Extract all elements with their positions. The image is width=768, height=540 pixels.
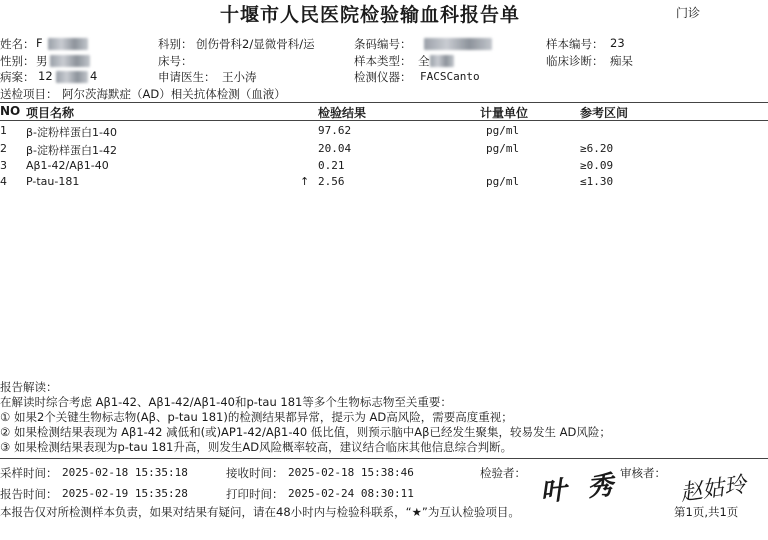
footer-rule xyxy=(0,458,768,459)
sample-no-value: 23 xyxy=(610,36,625,50)
row-item: P-tau-181 xyxy=(26,175,80,188)
row-item: β-淀粉样蛋白1-42 xyxy=(26,144,117,157)
interpretation-heading: 报告解读： xyxy=(0,380,58,394)
header-no: NO xyxy=(0,104,21,118)
header-result: 检验结果 xyxy=(318,106,367,120)
collect-time-label: 采样时间： xyxy=(0,466,58,480)
row-no: 2 xyxy=(0,142,7,155)
name-label: 姓名： xyxy=(0,37,35,51)
report-title: 十堰市人民医院检验输血科报告单 xyxy=(219,4,520,26)
row-result: 20.04 xyxy=(318,142,352,155)
row-no: 3 xyxy=(0,159,7,172)
row-unit: pg/ml xyxy=(486,142,520,155)
row-unit: pg/ml xyxy=(486,124,520,137)
test-label: 送检项目： xyxy=(0,87,58,101)
row-no: 4 xyxy=(0,175,7,188)
row-flag: ↑ xyxy=(300,175,310,188)
row-unit: pg/ml xyxy=(486,175,520,188)
row-result: 97.62 xyxy=(318,124,352,137)
header-unit: 计量单位 xyxy=(480,106,529,120)
table-top-rule xyxy=(0,102,768,103)
receive-time: 2025-02-18 15:38:46 xyxy=(288,466,414,479)
disclaimer: 本报告仅对所检测样本负责，如果对结果有疑问，请在48小时内与检验科联系，“★”为互认检验项目。 xyxy=(0,505,520,519)
print-time-label: 打印时间： xyxy=(226,487,284,501)
row-item: β-淀粉样蛋白1-40 xyxy=(26,126,117,139)
interpretation-line: ② 如果检测结果表现为 Aβ1-42 减低和(或)AP1-42/Aβ1-40 低比值，则预示脑中Aβ已经发生聚集，较易发生 AD风险； xyxy=(0,425,611,439)
record-label: 病案： xyxy=(0,70,35,84)
tester-label: 检验者： xyxy=(480,466,526,480)
page-indicator: 第1页,共1页 xyxy=(674,505,739,519)
record-value: 12 xyxy=(38,69,53,83)
barcode-label: 条码编号： xyxy=(354,37,412,51)
row-result: 0.21 xyxy=(318,159,345,172)
dept-label: 科别： xyxy=(158,37,193,51)
diagnosis-value: 痴呆 xyxy=(610,54,633,68)
interpretation-line: ③ 如果检测结果表现为p-tau 181升高，则发生AD风险概率较高，建议结合临床其他信息综合判断。 xyxy=(0,440,513,454)
redaction-mask xyxy=(430,55,454,67)
header-ref: 参考区间 xyxy=(580,106,629,120)
visit-type: 门诊 xyxy=(676,6,701,20)
test-value: 阿尔茨海默症（AD）相关抗体检测（血液） xyxy=(62,87,286,101)
sex-value: 男 xyxy=(36,54,48,68)
name-value: F xyxy=(36,36,43,50)
row-ref: ≤1.30 xyxy=(580,175,614,188)
row-ref: ≥0.09 xyxy=(580,159,614,172)
row-item: Aβ1-42/Aβ1-40 xyxy=(26,159,109,172)
reviewer-label: 审核者： xyxy=(620,466,666,480)
header-item: 项目名称 xyxy=(26,106,75,120)
redaction-mask xyxy=(48,38,88,50)
sample-type-value: 全 xyxy=(418,54,430,68)
row-no: 1 xyxy=(0,124,7,137)
redaction-mask xyxy=(424,38,492,50)
tester-signature: 叶 秀 xyxy=(538,469,621,509)
collect-time: 2025-02-18 15:35:18 xyxy=(62,466,188,479)
dept-value: 创伤骨科2/显微骨科/运 xyxy=(196,37,315,51)
redaction-mask xyxy=(56,71,88,83)
sample-type-label: 样本类型： xyxy=(354,54,412,68)
sex-label: 性别： xyxy=(0,54,35,68)
record-tail: 4 xyxy=(90,69,98,83)
instrument-value: FACSCanto xyxy=(420,70,480,83)
table-header-rule xyxy=(0,120,768,121)
instrument-label: 检测仪器： xyxy=(354,70,412,84)
interpretation-line: ① 如果2个关键生物标志物(Aβ、p-tau 181)的检测结果都异常，提示为 AD高风险，需要高度重视； xyxy=(0,410,513,424)
doctor-label: 申请医生： xyxy=(158,70,216,84)
report-time: 2025-02-19 15:35:28 xyxy=(62,487,188,500)
doctor-value: 王小涛 xyxy=(222,70,257,84)
report-time-label: 报告时间： xyxy=(0,487,58,501)
sample-no-label: 样本编号： xyxy=(546,37,604,51)
row-ref: ≥6.20 xyxy=(580,142,614,155)
reviewer-signature: 赵姑玲 xyxy=(678,472,748,507)
row-result: 2.56 xyxy=(318,175,345,188)
receive-time-label: 接收时间： xyxy=(226,466,284,480)
print-time: 2025-02-24 08:30:11 xyxy=(288,487,414,500)
interpretation-intro: 在解读时综合考虑 Aβ1-42、Aβ1-42/Aβ1-40和p-tau 181等多个生物标志物至关重要： xyxy=(0,395,452,409)
redaction-mask xyxy=(50,55,90,67)
bed-label: 床号： xyxy=(158,54,193,68)
diagnosis-label: 临床诊断： xyxy=(546,54,604,68)
